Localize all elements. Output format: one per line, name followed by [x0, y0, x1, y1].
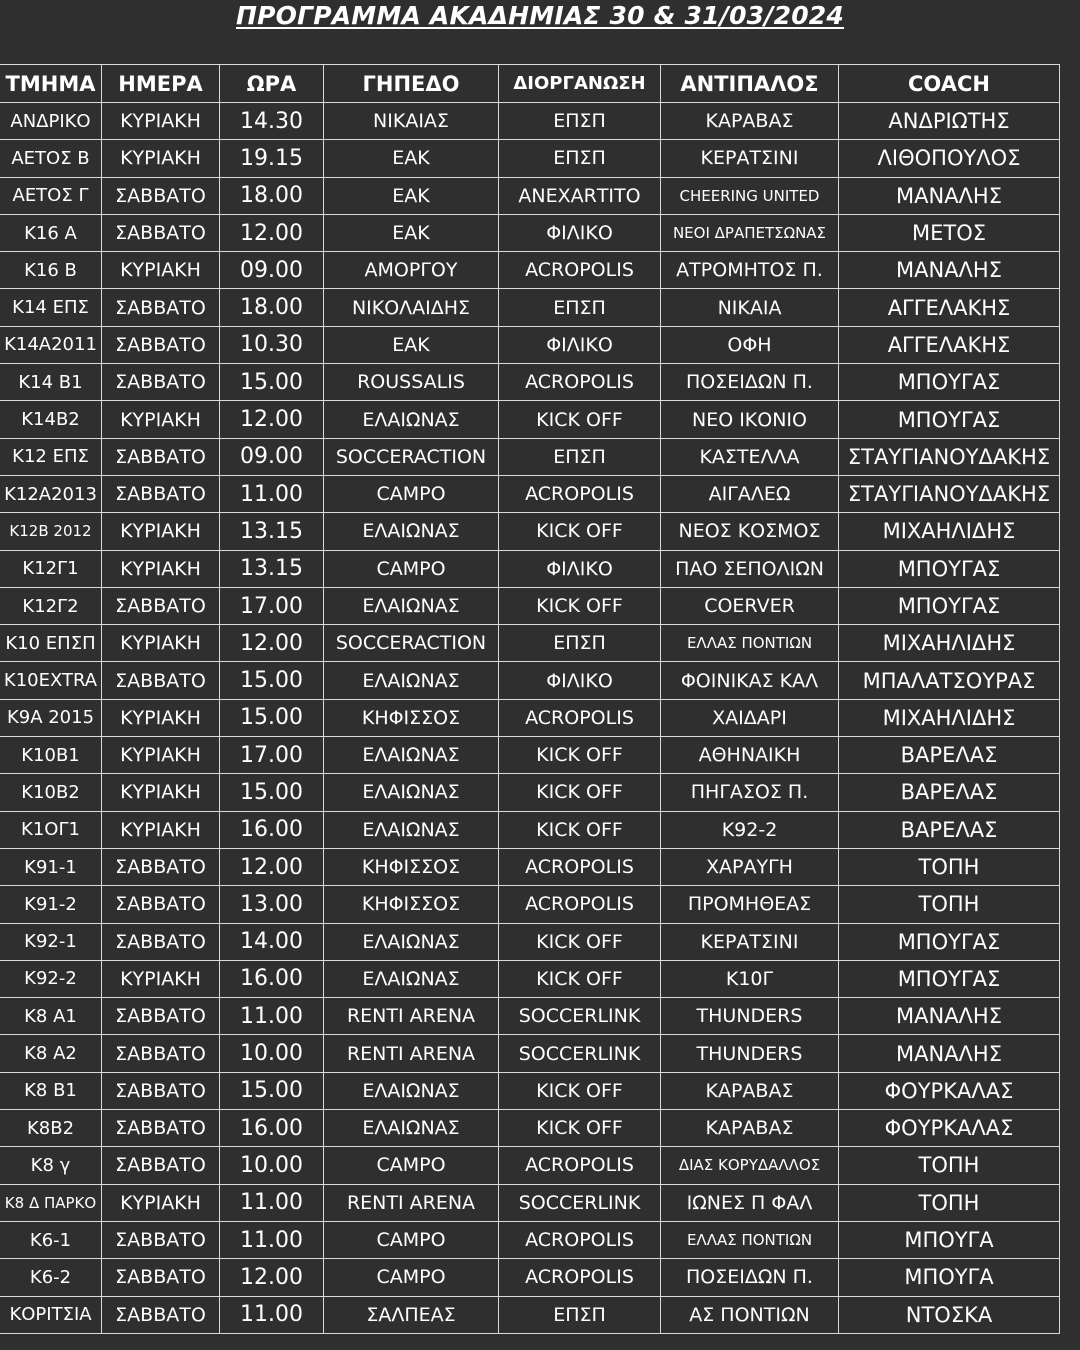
- team-cell: Κ14Β2: [0, 401, 102, 438]
- time-cell: 16.00: [220, 811, 324, 848]
- organizer-cell: KICK OFF: [499, 923, 661, 960]
- team-cell: Κ8 Δ ΠΑΡΚΟ: [0, 1184, 102, 1221]
- opponent-cell: ΠΑΟ ΣΕΠΟΛΙΩΝ: [661, 550, 839, 587]
- time-cell: 13.15: [220, 513, 324, 550]
- table-row: [0, 1110, 1060, 1147]
- table-row: [0, 438, 1060, 475]
- organizer-cell: ΕΠΣΠ: [499, 1296, 661, 1333]
- coach-cell: ΜΑΝΑΛΗΣ: [839, 1035, 1060, 1072]
- day-cell: ΣΑΒΒΑΤΟ: [102, 1296, 220, 1333]
- day-cell: ΚΥΡΙΑΚΗ: [102, 401, 220, 438]
- field-cell: CAMPO: [324, 1259, 499, 1296]
- field-cell: CAMPO: [324, 550, 499, 587]
- table-row: [0, 960, 1060, 997]
- organizer-cell: ΦΙΛΙΚΟ: [499, 214, 661, 251]
- field-cell: ΕΛΑΙΩΝΑΣ: [324, 587, 499, 624]
- organizer-cell: ΦΙΛΙΚΟ: [499, 326, 661, 363]
- field-cell: ΕΛΑΙΩΝΑΣ: [324, 737, 499, 774]
- table-row: [0, 364, 1060, 401]
- table-row: [0, 625, 1060, 662]
- table-row: [0, 252, 1060, 289]
- table-row: [0, 550, 1060, 587]
- opponent-cell: ΠΟΣΕΙΔΩΝ Π.: [661, 1259, 839, 1296]
- team-cell: Κ12Α2013: [0, 475, 102, 512]
- coach-cell: ΜΠΟΥΓΑ: [839, 1221, 1060, 1258]
- organizer-cell: KICK OFF: [499, 811, 661, 848]
- coach-cell: ΜΙΧΑΗΛΙΔΗΣ: [839, 625, 1060, 662]
- field-cell: ΕΑΚ: [324, 177, 499, 214]
- organizer-cell: ΕΠΣΠ: [499, 625, 661, 662]
- day-cell: ΣΑΒΒΑΤΟ: [102, 1147, 220, 1184]
- team-cell: Κ8Β2: [0, 1110, 102, 1147]
- organizer-cell: ACROPOLIS: [499, 252, 661, 289]
- team-cell: Κ8 Β1: [0, 1072, 102, 1109]
- table-row: [0, 662, 1060, 699]
- day-cell: ΣΑΒΒΑΤΟ: [102, 1035, 220, 1072]
- opponent-cell: ΚΑΡΑΒΑΣ: [661, 1110, 839, 1147]
- table-row: [0, 289, 1060, 326]
- team-cell: Κ91-2: [0, 886, 102, 923]
- opponent-cell: CHEERING UNITED: [661, 177, 839, 214]
- coach-cell: ΤΟΠΗ: [839, 1147, 1060, 1184]
- time-cell: 17.00: [220, 587, 324, 624]
- coach-cell: ΜΑΝΑΛΗΣ: [839, 998, 1060, 1035]
- table-row: [0, 587, 1060, 624]
- field-cell: ΚΗΦΙΣΣΟΣ: [324, 699, 499, 736]
- coach-cell: ΜΕΤΟΣ: [839, 214, 1060, 251]
- day-cell: ΣΑΒΒΑΤΟ: [102, 1110, 220, 1147]
- team-cell: Κ10EXTRA: [0, 662, 102, 699]
- time-cell: 10.30: [220, 326, 324, 363]
- opponent-cell: ΝΕΟΙ ΔΡΑΠΕΤΣΩΝΑΣ: [661, 214, 839, 251]
- table-row: [0, 1147, 1060, 1184]
- team-cell: Κ16 Α: [0, 214, 102, 251]
- time-cell: 13.15: [220, 550, 324, 587]
- organizer-cell: ΕΠΣΠ: [499, 438, 661, 475]
- time-cell: 11.00: [220, 1221, 324, 1258]
- time-cell: 17.00: [220, 737, 324, 774]
- organizer-cell: ACROPOLIS: [499, 1221, 661, 1258]
- time-cell: 18.00: [220, 289, 324, 326]
- table-row: [0, 848, 1060, 885]
- day-cell: ΣΑΒΒΑΤΟ: [102, 214, 220, 251]
- table-row: [0, 886, 1060, 923]
- organizer-cell: ACROPOLIS: [499, 475, 661, 512]
- opponent-cell: Κ92-2: [661, 811, 839, 848]
- organizer-cell: KICK OFF: [499, 587, 661, 624]
- time-cell: 10.00: [220, 1035, 324, 1072]
- opponent-cell: THUNDERS: [661, 998, 839, 1035]
- day-cell: ΚΥΡΙΑΚΗ: [102, 774, 220, 811]
- organizer-cell: ACROPOLIS: [499, 364, 661, 401]
- field-cell: ΕΛΑΙΩΝΑΣ: [324, 1072, 499, 1109]
- opponent-cell: COERVER: [661, 587, 839, 624]
- table-row: [0, 177, 1060, 214]
- coach-cell: ΜΑΝΑΛΗΣ: [839, 252, 1060, 289]
- table-row: [0, 737, 1060, 774]
- team-cell: Κ10Β1: [0, 737, 102, 774]
- time-cell: 09.00: [220, 438, 324, 475]
- organizer-cell: ΕΠΣΠ: [499, 103, 661, 140]
- field-cell: ΕΛΑΙΩΝΑΣ: [324, 811, 499, 848]
- team-cell: ΚΟΡΙΤΣΙΑ: [0, 1296, 102, 1333]
- team-cell: ΑΝΔΡΙΚΟ: [0, 103, 102, 140]
- time-cell: 12.00: [220, 848, 324, 885]
- team-cell: Κ8 γ: [0, 1147, 102, 1184]
- day-cell: ΣΑΒΒΑΤΟ: [102, 1072, 220, 1109]
- time-cell: 15.00: [220, 699, 324, 736]
- header-time: ΩΡΑ: [220, 65, 324, 103]
- day-cell: ΣΑΒΒΑΤΟ: [102, 289, 220, 326]
- time-cell: 12.00: [220, 401, 324, 438]
- coach-cell: ΦΟΥΡΚΑΛΑΣ: [839, 1072, 1060, 1109]
- table-row: [0, 923, 1060, 960]
- coach-cell: ΑΓΓΕΛΑΚΗΣ: [839, 289, 1060, 326]
- team-cell: Κ14 ΕΠΣ: [0, 289, 102, 326]
- time-cell: 15.00: [220, 1072, 324, 1109]
- team-cell: Κ10 ΕΠΣΠ: [0, 625, 102, 662]
- coach-cell: ΣΤΑΥΓΙΑΝΟΥΔΑΚΗΣ: [839, 438, 1060, 475]
- team-cell: ΑΕΤΟΣ Β: [0, 140, 102, 177]
- coach-cell: ΒΑΡΕΛΑΣ: [839, 737, 1060, 774]
- team-cell: Κ12Β 2012: [0, 513, 102, 550]
- field-cell: ΚΗΦΙΣΣΟΣ: [324, 886, 499, 923]
- opponent-cell: ΚΕΡΑΤΣΙΝΙ: [661, 140, 839, 177]
- field-cell: SOCCERACTION: [324, 625, 499, 662]
- day-cell: ΣΑΒΒΑΤΟ: [102, 475, 220, 512]
- field-cell: ΕΛΑΙΩΝΑΣ: [324, 960, 499, 997]
- opponent-cell: ΠΗΓΑΣΟΣ Π.: [661, 774, 839, 811]
- field-cell: ΣΑΛΠΕΑΣ: [324, 1296, 499, 1333]
- team-cell: ΑΕΤΟΣ Γ: [0, 177, 102, 214]
- opponent-cell: ΕΛΛΑΣ ΠΟΝΤΙΩΝ: [661, 625, 839, 662]
- team-cell: Κ92-2: [0, 960, 102, 997]
- day-cell: ΣΑΒΒΑΤΟ: [102, 1259, 220, 1296]
- table-row: [0, 326, 1060, 363]
- organizer-cell: SOCCERLINK: [499, 998, 661, 1035]
- time-cell: 10.00: [220, 1147, 324, 1184]
- opponent-cell: Κ10Γ: [661, 960, 839, 997]
- field-cell: ΕΛΑΙΩΝΑΣ: [324, 923, 499, 960]
- schedule-table: [0, 64, 1060, 1334]
- coach-cell: ΜΙΧΑΗΛΙΔΗΣ: [839, 513, 1060, 550]
- organizer-cell: ΑΝΕΧΑRΤΙΤΟ: [499, 177, 661, 214]
- day-cell: ΚΥΡΙΑΚΗ: [102, 960, 220, 997]
- field-cell: ΕΛΑΙΩΝΑΣ: [324, 1110, 499, 1147]
- opponent-cell: ΑΘΗΝΑΙΚΗ: [661, 737, 839, 774]
- opponent-cell: ΝΕΟ ΙΚΟΝΙΟ: [661, 401, 839, 438]
- table-row: [0, 1259, 1060, 1296]
- field-cell: ΝΙΚΑΙΑΣ: [324, 103, 499, 140]
- organizer-cell: SOCCERLINK: [499, 1184, 661, 1221]
- opponent-cell: ΙΩΝΕΣ Π ΦΑΛ: [661, 1184, 839, 1221]
- time-cell: 12.00: [220, 1259, 324, 1296]
- organizer-cell: ΦΙΛΙΚΟ: [499, 550, 661, 587]
- coach-cell: ΜΠΟΥΓΑΣ: [839, 550, 1060, 587]
- organizer-cell: ACROPOLIS: [499, 699, 661, 736]
- field-cell: CAMPO: [324, 1221, 499, 1258]
- opponent-cell: ΠΡΟΜΗΘΕΑΣ: [661, 886, 839, 923]
- day-cell: ΚΥΡΙΑΚΗ: [102, 811, 220, 848]
- team-cell: Κ16 Β: [0, 252, 102, 289]
- time-cell: 15.00: [220, 774, 324, 811]
- page-title: ΠΡΟΓΡΑΜΜΑ ΑΚΑΔΗΜΙΑΣ 30 & 31/03/2024: [236, 1, 844, 30]
- organizer-cell: ACROPOLIS: [499, 848, 661, 885]
- opponent-cell: ΑΤΡΟΜΗΤΟΣ Π.: [661, 252, 839, 289]
- coach-cell: ΜΠΟΥΓΑΣ: [839, 364, 1060, 401]
- day-cell: ΣΑΒΒΑΤΟ: [102, 848, 220, 885]
- team-cell: Κ14 Β1: [0, 364, 102, 401]
- opponent-cell: ΔΙΑΣ ΚΟΡΥΔΑΛΛΟΣ: [661, 1147, 839, 1184]
- time-cell: 11.00: [220, 475, 324, 512]
- field-cell: ΕΛΑΙΩΝΑΣ: [324, 662, 499, 699]
- time-cell: 12.00: [220, 625, 324, 662]
- organizer-cell: KICK OFF: [499, 774, 661, 811]
- table-row: [0, 214, 1060, 251]
- day-cell: ΚΥΡΙΑΚΗ: [102, 1184, 220, 1221]
- coach-cell: ΜΠΟΥΓΑΣ: [839, 960, 1060, 997]
- coach-cell: ΦΟΥΡΚΑΛΑΣ: [839, 1110, 1060, 1147]
- opponent-cell: ΦΟΙΝΙΚΑΣ ΚΑΛ: [661, 662, 839, 699]
- day-cell: ΣΑΒΒΑΤΟ: [102, 998, 220, 1035]
- coach-cell: ΒΑΡΕΛΑΣ: [839, 774, 1060, 811]
- time-cell: 09.00: [220, 252, 324, 289]
- team-cell: Κ6-2: [0, 1259, 102, 1296]
- team-cell: Κ14Α2011: [0, 326, 102, 363]
- table-row: [0, 140, 1060, 177]
- coach-cell: ΝΤΟΣΚΑ: [839, 1296, 1060, 1333]
- field-cell: ΕΛΑΙΩΝΑΣ: [324, 513, 499, 550]
- table-row: [0, 401, 1060, 438]
- header-field: ΓΗΠΕΔΟ: [324, 65, 499, 103]
- table-row: [0, 699, 1060, 736]
- opponent-cell: ΠΟΣΕΙΔΩΝ Π.: [661, 364, 839, 401]
- table-row: [0, 513, 1060, 550]
- team-cell: Κ91-1: [0, 848, 102, 885]
- field-cell: ΕΛΑΙΩΝΑΣ: [324, 401, 499, 438]
- day-cell: ΣΑΒΒΑΤΟ: [102, 923, 220, 960]
- coach-cell: ΜΠΟΥΓΑΣ: [839, 401, 1060, 438]
- team-cell: Κ12 ΕΠΣ: [0, 438, 102, 475]
- header-organizer: ΔΙΟΡΓΑΝΩΣΗ: [499, 65, 661, 103]
- field-cell: CAMPO: [324, 475, 499, 512]
- organizer-cell: SOCCERLINK: [499, 1035, 661, 1072]
- coach-cell: ΑΓΓΕΛΑΚΗΣ: [839, 326, 1060, 363]
- coach-cell: ΜΠΟΥΓΑΣ: [839, 587, 1060, 624]
- table-row: [0, 1184, 1060, 1221]
- time-cell: 11.00: [220, 1184, 324, 1221]
- organizer-cell: KICK OFF: [499, 737, 661, 774]
- team-cell: Κ8 Α2: [0, 1035, 102, 1072]
- opponent-cell: ΚΕΡΑΤΣΙΝΙ: [661, 923, 839, 960]
- time-cell: 11.00: [220, 1296, 324, 1333]
- opponent-cell: ΧΑΡΑΥΓΗ: [661, 848, 839, 885]
- day-cell: ΣΑΒΒΑΤΟ: [102, 1221, 220, 1258]
- field-cell: CAMPO: [324, 1147, 499, 1184]
- coach-cell: ΜΑΝΑΛΗΣ: [839, 177, 1060, 214]
- team-cell: Κ6-1: [0, 1221, 102, 1258]
- field-cell: ΑΜΟΡΓΟΥ: [324, 252, 499, 289]
- coach-cell: ΜΠΟΥΓΑ: [839, 1259, 1060, 1296]
- field-cell: RENTI ARENA: [324, 1184, 499, 1221]
- team-cell: Κ12Γ1: [0, 550, 102, 587]
- time-cell: 19.15: [220, 140, 324, 177]
- day-cell: ΚΥΡΙΑΚΗ: [102, 252, 220, 289]
- day-cell: ΣΑΒΒΑΤΟ: [102, 438, 220, 475]
- header-team: ΤΜΗΜΑ: [0, 65, 102, 103]
- opponent-cell: ΕΛΛΑΣ ΠΟΝΤΙΩΝ: [661, 1221, 839, 1258]
- organizer-cell: ΦΙΛΙΚΟ: [499, 662, 661, 699]
- time-cell: 11.00: [220, 998, 324, 1035]
- time-cell: 15.00: [220, 364, 324, 401]
- time-cell: 14.30: [220, 103, 324, 140]
- header-opponent: ΑΝΤΙΠΑΛΟΣ: [661, 65, 839, 103]
- day-cell: ΚΥΡΙΑΚΗ: [102, 699, 220, 736]
- table-row: [0, 103, 1060, 140]
- day-cell: ΚΥΡΙΑΚΗ: [102, 737, 220, 774]
- coach-cell: ΜΠΑΛΑΤΣΟΥΡΑΣ: [839, 662, 1060, 699]
- team-cell: Κ12Γ2: [0, 587, 102, 624]
- field-cell: ΚΗΦΙΣΣΟΣ: [324, 848, 499, 885]
- opponent-cell: THUNDERS: [661, 1035, 839, 1072]
- time-cell: 18.00: [220, 177, 324, 214]
- organizer-cell: ACROPOLIS: [499, 886, 661, 923]
- field-cell: SOCCERACTION: [324, 438, 499, 475]
- team-cell: Κ92-1: [0, 923, 102, 960]
- organizer-cell: KICK OFF: [499, 401, 661, 438]
- organizer-cell: ACROPOLIS: [499, 1147, 661, 1184]
- header-day: ΗΜΕΡΑ: [102, 65, 220, 103]
- opponent-cell: ΟΦΗ: [661, 326, 839, 363]
- field-cell: RENTI ARENA: [324, 998, 499, 1035]
- time-cell: 12.00: [220, 214, 324, 251]
- team-cell: Κ8 Α1: [0, 998, 102, 1035]
- table-row: [0, 475, 1060, 512]
- field-cell: ROUSSALIS: [324, 364, 499, 401]
- organizer-cell: ΕΠΣΠ: [499, 140, 661, 177]
- table-row: [0, 1072, 1060, 1109]
- coach-cell: ΑΝΔΡΙΩΤΗΣ: [839, 103, 1060, 140]
- header-coach: COACH: [839, 65, 1060, 103]
- team-cell: Κ1ΟΓ1: [0, 811, 102, 848]
- time-cell: 16.00: [220, 960, 324, 997]
- opponent-cell: ΚΑΡΑΒΑΣ: [661, 1072, 839, 1109]
- field-cell: ΕΑΚ: [324, 140, 499, 177]
- day-cell: ΚΥΡΙΑΚΗ: [102, 625, 220, 662]
- day-cell: ΚΥΡΙΑΚΗ: [102, 103, 220, 140]
- organizer-cell: ACROPOLIS: [499, 1259, 661, 1296]
- coach-cell: ΤΟΠΗ: [839, 1184, 1060, 1221]
- coach-cell: ΜΙΧΑΗΛΙΔΗΣ: [839, 699, 1060, 736]
- opponent-cell: ΚΑΣΤΕΛΛΑ: [661, 438, 839, 475]
- day-cell: ΣΑΒΒΑΤΟ: [102, 886, 220, 923]
- opponent-cell: ΝΕΟΣ ΚΟΣΜΟΣ: [661, 513, 839, 550]
- organizer-cell: KICK OFF: [499, 1110, 661, 1147]
- coach-cell: ΜΠΟΥΓΑΣ: [839, 923, 1060, 960]
- opponent-cell: ΑΙΓΑΛΕΩ: [661, 475, 839, 512]
- day-cell: ΚΥΡΙΑΚΗ: [102, 550, 220, 587]
- time-cell: 13.00: [220, 886, 324, 923]
- opponent-cell: ΧΑΙΔΑΡΙ: [661, 699, 839, 736]
- table-row: [0, 1296, 1060, 1333]
- organizer-cell: KICK OFF: [499, 960, 661, 997]
- coach-cell: ΒΑΡΕΛΑΣ: [839, 811, 1060, 848]
- coach-cell: ΛΙΘΟΠΟΥΛΟΣ: [839, 140, 1060, 177]
- field-cell: ΕΑΚ: [324, 326, 499, 363]
- organizer-cell: KICK OFF: [499, 513, 661, 550]
- opponent-cell: ΚΑΡΑΒΑΣ: [661, 103, 839, 140]
- organizer-cell: KICK OFF: [499, 1072, 661, 1109]
- day-cell: ΣΑΒΒΑΤΟ: [102, 177, 220, 214]
- day-cell: ΣΑΒΒΑΤΟ: [102, 662, 220, 699]
- team-cell: Κ9Α 2015: [0, 699, 102, 736]
- field-cell: ΕΛΑΙΩΝΑΣ: [324, 774, 499, 811]
- field-cell: RENTI ARENA: [324, 1035, 499, 1072]
- day-cell: ΣΑΒΒΑΤΟ: [102, 326, 220, 363]
- coach-cell: ΣΤΑΥΓΙΑΝΟΥΔΑΚΗΣ: [839, 475, 1060, 512]
- field-cell: ΝΙΚΟΛΑΙΔΗΣ: [324, 289, 499, 326]
- time-cell: 16.00: [220, 1110, 324, 1147]
- table-row: [0, 811, 1060, 848]
- table-row: [0, 774, 1060, 811]
- coach-cell: ΤΟΠΗ: [839, 848, 1060, 885]
- day-cell: ΚΥΡΙΑΚΗ: [102, 140, 220, 177]
- day-cell: ΣΑΒΒΑΤΟ: [102, 364, 220, 401]
- coach-cell: ΤΟΠΗ: [839, 886, 1060, 923]
- opponent-cell: ΝΙΚΑΙΑ: [661, 289, 839, 326]
- time-cell: 15.00: [220, 662, 324, 699]
- opponent-cell: ΑΣ ΠΟΝΤΙΩΝ: [661, 1296, 839, 1333]
- field-cell: ΕΑΚ: [324, 214, 499, 251]
- schedule-body: [0, 103, 1060, 1334]
- time-cell: 14.00: [220, 923, 324, 960]
- day-cell: ΚΥΡΙΑΚΗ: [102, 513, 220, 550]
- table-row: [0, 998, 1060, 1035]
- organizer-cell: ΕΠΣΠ: [499, 289, 661, 326]
- header-row: [0, 65, 1060, 103]
- table-row: [0, 1221, 1060, 1258]
- team-cell: Κ10Β2: [0, 774, 102, 811]
- table-row: [0, 1035, 1060, 1072]
- day-cell: ΣΑΒΒΑΤΟ: [102, 587, 220, 624]
